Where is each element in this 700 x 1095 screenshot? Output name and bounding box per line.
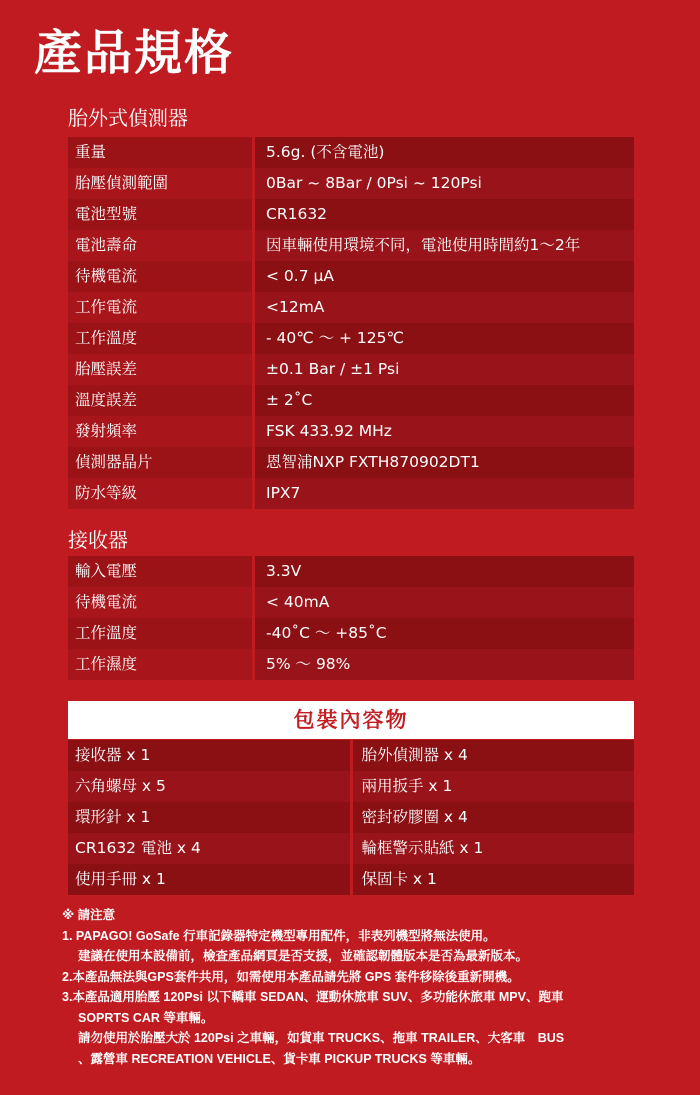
table-row <box>68 323 634 354</box>
spec-label: 工作溫度 <box>68 618 252 649</box>
table-row <box>68 802 634 833</box>
package-item: 輪框警示貼紙 x 1 <box>353 833 635 864</box>
spec-value: < 40mA <box>255 587 634 618</box>
notes-heading: ※ 請注意 <box>62 908 116 922</box>
notes-block <box>62 905 682 1069</box>
table-row <box>68 864 634 895</box>
sensor-section-title: 胎外式偵測器 <box>68 106 188 130</box>
spec-label: 工作溫度 <box>68 323 252 354</box>
package-item: 六角螺母 x 5 <box>68 771 350 802</box>
spec-label: 輸入電壓 <box>68 556 252 587</box>
note-line: 1. PAPAGO! GoSafe 行車記錄器特定機型專用配件，非表列機型將無法使用。 <box>62 928 496 943</box>
package-item: 密封矽膠圈 x 4 <box>353 802 635 833</box>
spec-label: 防水等級 <box>68 478 252 509</box>
spec-value: < 0.7 µA <box>255 261 634 292</box>
table-row <box>68 447 634 478</box>
package-item: 胎外偵測器 x 4 <box>353 740 635 771</box>
spec-label: 待機電流 <box>68 261 252 292</box>
note-line: 建議在使用本設備前，檢查產品網頁是否支援，並確認韌體版本是否為最新版本。 <box>78 949 529 963</box>
spec-label: 待機電流 <box>68 587 252 618</box>
note-line: 、露營車 RECREATION VEHICLE、貨卡車 PICKUP TRUCKS 等車輛。 <box>78 1051 481 1066</box>
spec-label: 胎壓誤差 <box>68 354 252 385</box>
table-row <box>68 416 634 447</box>
package-section-title: 包裝內容物 <box>68 701 634 739</box>
table-row <box>68 230 634 261</box>
spec-label: 工作濕度 <box>68 649 252 680</box>
spec-value: <12mA <box>255 292 634 323</box>
table-row <box>68 478 634 509</box>
spec-label: 偵測器晶片 <box>68 447 252 478</box>
table-row <box>68 137 634 168</box>
spec-value: - 40℃ ～ + 125℃ <box>255 323 634 354</box>
spec-value: CR1632 <box>255 199 634 230</box>
package-item: CR1632 電池 x 4 <box>68 833 350 864</box>
spec-value: IPX7 <box>255 478 634 509</box>
table-row <box>68 199 634 230</box>
table-row <box>68 740 634 771</box>
package-item: 接收器 x 1 <box>68 740 350 771</box>
package-item: 兩用扳手 x 1 <box>353 771 635 802</box>
spec-label: 電池型號 <box>68 199 252 230</box>
note-line: SOPRTS CAR 等車輛。 <box>78 1010 214 1025</box>
table-row <box>68 385 634 416</box>
table-row <box>68 261 634 292</box>
spec-label: 工作電流 <box>68 292 252 323</box>
spec-value: 3.3V <box>255 556 634 587</box>
spec-value: 恩智浦NXP FXTH870902DT1 <box>255 447 634 478</box>
spec-value: 5.6g. (不含電池) <box>255 137 634 168</box>
table-row <box>68 556 634 587</box>
spec-value: -40˚C ～ +85˚C <box>255 618 634 649</box>
table-row <box>68 618 634 649</box>
note-line: 3.本產品適用胎壓 120Psi 以下轎車 SEDAN、運動休旅車 SUV、多功能休旅車 MPV、跑車 <box>62 990 564 1004</box>
spec-value: ±0.1 Bar / ±1 Psi <box>255 354 634 385</box>
spec-value: 0Bar ~ 8Bar / 0Psi ~ 120Psi <box>255 168 634 199</box>
table-row <box>68 587 634 618</box>
table-row <box>68 771 634 802</box>
spec-label: 胎壓偵測範圍 <box>68 168 252 199</box>
spec-value: ± 2˚C <box>255 385 634 416</box>
note-line: 請勿使用於胎壓大於 120Psi 之車輛，如貨車 TRUCKS、拖車 TRAILER、大客車 BUS <box>78 1031 565 1045</box>
table-row <box>68 833 634 864</box>
table-row <box>68 168 634 199</box>
sensor-spec-table <box>68 137 634 509</box>
page-title: 產品規格 <box>34 25 235 81</box>
spec-label: 溫度誤差 <box>68 385 252 416</box>
receiver-spec-table <box>68 556 634 680</box>
spec-label: 重量 <box>68 137 252 168</box>
package-item: 環形針 x 1 <box>68 802 350 833</box>
package-item: 使用手冊 x 1 <box>68 864 350 895</box>
spec-value: FSK 433.92 MHz <box>255 416 634 447</box>
package-table <box>68 740 634 895</box>
spec-label: 電池壽命 <box>68 230 252 261</box>
package-item: 保固卡 x 1 <box>353 864 635 895</box>
note-line: 2.本產品無法與GPS套件共用，如需使用本產品請先將 GPS 套件移除後重新開機。 <box>62 969 520 984</box>
spec-value: 因車輛使用環境不同，電池使用時間約1～2年 <box>255 230 634 261</box>
spec-value: 5% ～ 98% <box>255 649 634 680</box>
receiver-section-title: 接收器 <box>68 528 128 552</box>
table-row <box>68 292 634 323</box>
table-row <box>68 649 634 680</box>
table-row <box>68 354 634 385</box>
spec-label: 發射頻率 <box>68 416 252 447</box>
